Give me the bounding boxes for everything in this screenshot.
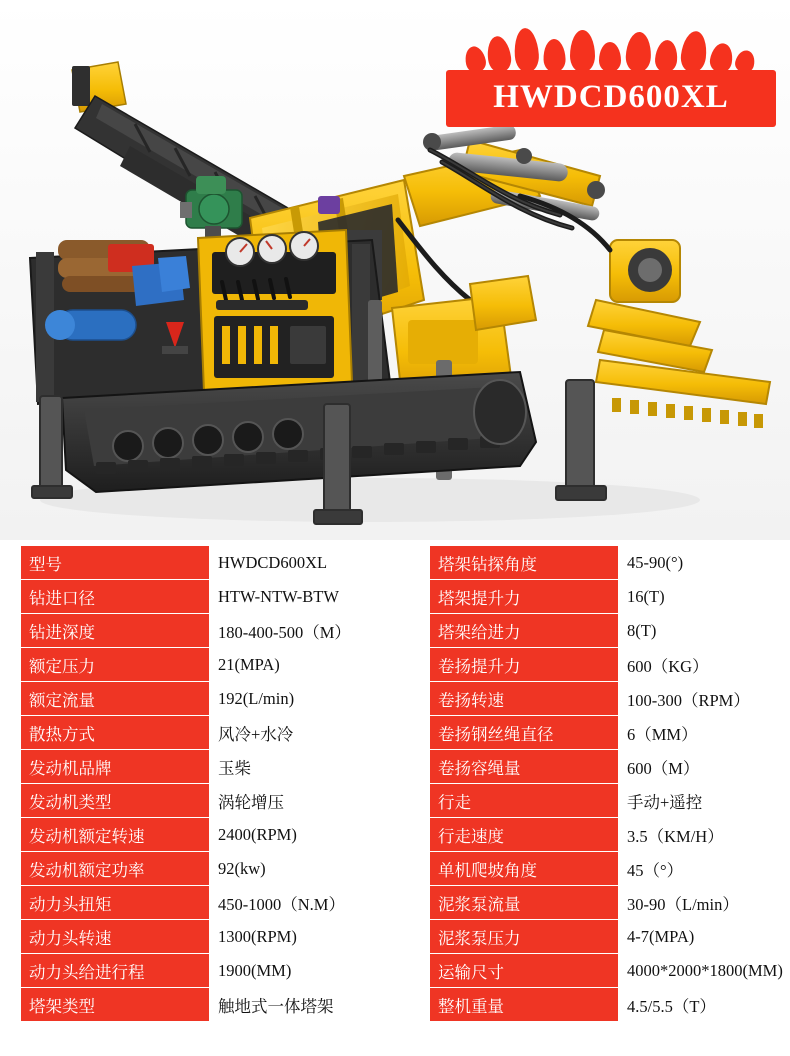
spec-label-left: 额定压力	[21, 648, 210, 682]
table-row	[21, 886, 790, 920]
spec-value-left: 192(L/min)	[210, 682, 430, 716]
spec-label-right: 整机重量	[430, 988, 619, 1022]
spec-value-right: 手动+遥控	[619, 784, 790, 818]
spec-label-right: 卷扬提升力	[430, 648, 619, 682]
spec-label-right: 卷扬钢丝绳直径	[430, 716, 619, 750]
spec-label-left: 动力头扭矩	[21, 886, 210, 920]
spec-label-right: 卷扬转速	[430, 682, 619, 716]
spec-label-left: 动力头给进行程	[21, 954, 210, 988]
spec-label-left: 额定流量	[21, 682, 210, 716]
spec-value-left: HWDCD600XL	[210, 546, 430, 580]
spec-value-right: 4-7(MPA)	[619, 920, 790, 954]
spec-label-left: 型号	[21, 546, 210, 580]
spec-label-left: 发动机品牌	[21, 750, 210, 784]
spec-label-right: 卷扬容绳量	[430, 750, 619, 784]
spec-value-left: 触地式一体塔架	[210, 988, 430, 1022]
table-row	[21, 546, 790, 580]
spec-value-left: 2400(RPM)	[210, 818, 430, 852]
spec-value-left: HTW-NTW-BTW	[210, 580, 430, 614]
spec-value-right: 100-300（RPM）	[619, 682, 790, 716]
specification-table	[20, 545, 783, 1022]
spec-label-right: 泥浆泵压力	[430, 920, 619, 954]
spec-value-left: 1300(RPM)	[210, 920, 430, 954]
table-row	[21, 580, 790, 614]
model-name: HWDCD600XL	[446, 70, 776, 127]
spec-label-left: 发动机额定转速	[21, 818, 210, 852]
spec-value-left: 涡轮增压	[210, 784, 430, 818]
table-row	[21, 614, 790, 648]
table-row	[21, 954, 790, 988]
table-row	[21, 784, 790, 818]
spec-value-left: 450-1000（N.M）	[210, 886, 430, 920]
table-row	[21, 852, 790, 886]
table-row	[21, 682, 790, 716]
spec-label-left: 动力头转速	[21, 920, 210, 954]
spec-label-left: 钻进口径	[21, 580, 210, 614]
spec-value-right: 4000*2000*1800(MM)	[619, 954, 790, 988]
spec-value-right: 16(T)	[619, 580, 790, 614]
spec-value-right: 45-90(°)	[619, 546, 790, 580]
spec-value-right: 6（MM）	[619, 716, 790, 750]
model-title-badge	[446, 28, 776, 127]
spec-value-right: 30-90（L/min）	[619, 886, 790, 920]
spec-label-left: 散热方式	[21, 716, 210, 750]
flame-decoration	[468, 28, 764, 70]
spec-value-left: 180-400-500（M）	[210, 614, 430, 648]
spec-value-left: 21(MPA)	[210, 648, 430, 682]
spec-label-left: 塔架类型	[21, 988, 210, 1022]
spec-value-right: 600（KG）	[619, 648, 790, 682]
spec-label-right: 单机爬坡角度	[430, 852, 619, 886]
spec-label-right: 塔架给进力	[430, 614, 619, 648]
spec-label-right: 行走	[430, 784, 619, 818]
table-row	[21, 716, 790, 750]
spec-label-right: 行走速度	[430, 818, 619, 852]
spec-label-right: 泥浆泵流量	[430, 886, 619, 920]
spec-label-right: 塔架提升力	[430, 580, 619, 614]
spec-value-right: 45（°）	[619, 852, 790, 886]
spec-label-right: 运输尺寸	[430, 954, 619, 988]
spec-value-left: 1900(MM)	[210, 954, 430, 988]
spec-label-left: 钻进深度	[21, 614, 210, 648]
spec-value-right: 600（M）	[619, 750, 790, 784]
spec-value-left: 风冷+水冷	[210, 716, 430, 750]
spec-value-right: 3.5（KM/H）	[619, 818, 790, 852]
spec-label-right: 塔架钻探角度	[430, 546, 619, 580]
spec-value-left: 玉柴	[210, 750, 430, 784]
spec-value-right: 8(T)	[619, 614, 790, 648]
table-row	[21, 988, 790, 1022]
spec-label-left: 发动机类型	[21, 784, 210, 818]
table-row	[21, 750, 790, 784]
table-row	[21, 920, 790, 954]
spec-value-left: 92(kw)	[210, 852, 430, 886]
spec-value-right: 4.5/5.5（T）	[619, 988, 790, 1022]
table-row	[21, 648, 790, 682]
table-row	[21, 818, 790, 852]
spec-label-left: 发动机额定功率	[21, 852, 210, 886]
